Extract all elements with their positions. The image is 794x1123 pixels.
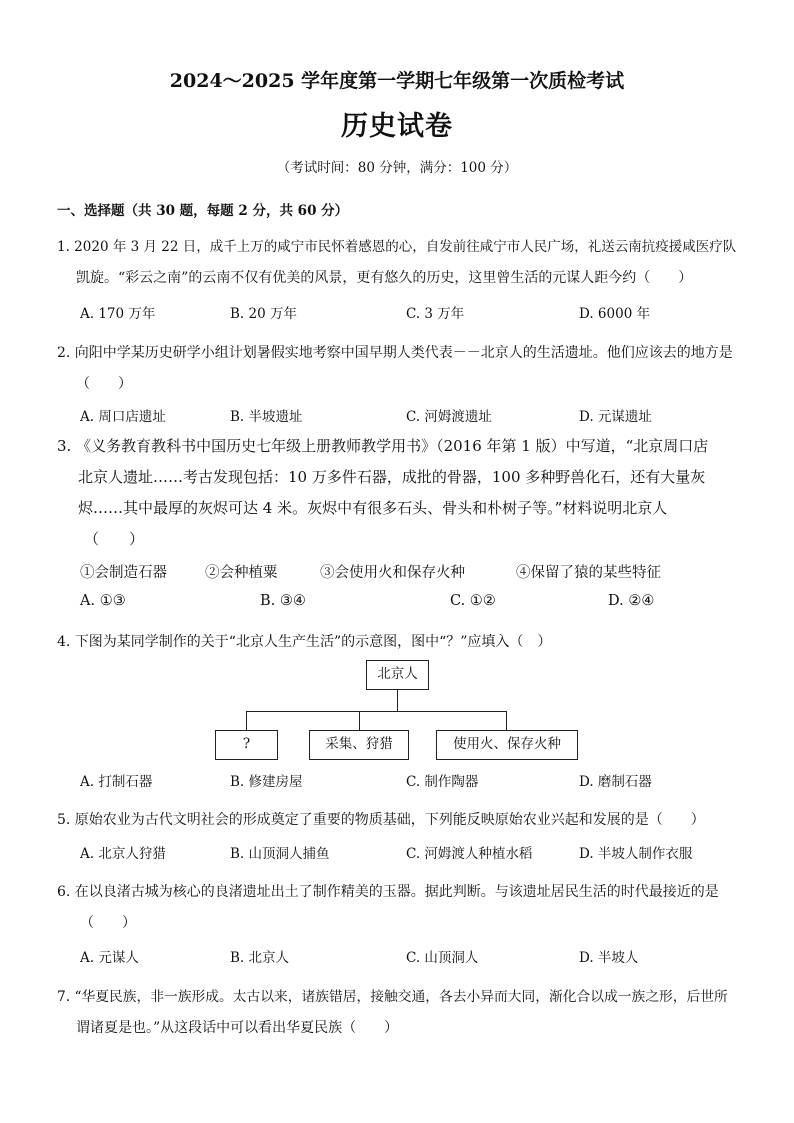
question-6-line-2: （ ） bbox=[80, 915, 136, 931]
question-1-line-1: 1. 2020 年 3 月 22 日，成千上万的咸宁市民怀着感恩的心，自发前往咸宁市人民广场，礼送云南抗疫援咸医疗队 bbox=[57, 239, 737, 255]
question-3-line-2: 北京人遗址……考古发现包括：10 万多件石器，成批的骨器，100 多种野兽化石，还有大量灰 bbox=[78, 468, 706, 486]
q5-option-d: D. 半坡人制作衣服 bbox=[579, 846, 693, 862]
q3-statement-1: ①会制造石器 bbox=[80, 565, 167, 581]
q3-option-c: C. ①② bbox=[450, 593, 496, 609]
q1-option-a: A. 170 万年 bbox=[80, 306, 156, 322]
diagram-fire-box: 使用火、保存火种 bbox=[436, 730, 578, 760]
q5-option-c: C. 河姆渡人种植水稻 bbox=[406, 846, 533, 862]
q4-option-d: D. 磨制石器 bbox=[579, 774, 652, 790]
diagram-connector-vertical bbox=[397, 689, 398, 711]
q5-option-a: A. 北京人狩猎 bbox=[80, 846, 166, 862]
q4-option-a: A. 打制石器 bbox=[80, 774, 153, 790]
q3-option-a: A. ①③ bbox=[80, 593, 126, 609]
exam-title: 2024～2025 学年度第一学期七年级第一次质检考试 bbox=[169, 70, 625, 92]
question-7-line-1: 7. “华夏民族，非一族形成。太古以来，诸族错居，接触交通，各去小异而大同，渐化合以成一族之形，后世所 bbox=[57, 989, 728, 1005]
q6-option-a: A. 元谋人 bbox=[80, 950, 139, 966]
diagram-connector-left bbox=[246, 711, 247, 730]
question-3-line-3: 烬……其中最厚的灰烬可达 4 米。灰烬中有很多石头、骨头和朴树子等。”材料说明北京人 bbox=[78, 499, 668, 517]
q1-option-d: D. 6000 年 bbox=[579, 306, 651, 322]
question-7-line-2: 谓诸夏是也。”从这段话中可以看出华夏民族（ ） bbox=[76, 1020, 399, 1036]
question-2-line-1: 2. 向阳中学某历史研学小组计划暑假实地考察中国早期人类代表－－北京人的生活遗址。他们应该去的地方是 bbox=[57, 345, 733, 361]
q2-option-a: A. 周口店遗址 bbox=[80, 409, 166, 425]
question-6-line-1: 6. 在以良渚古城为核心的良渚遗址出土了制作精美的玉器。据此判断。与该遗址居民生活的时代最接近的是 bbox=[57, 884, 719, 900]
diagram-root-box: 北京人 bbox=[366, 660, 429, 690]
question-3-line-4: （ ） bbox=[84, 530, 145, 548]
q3-statement-2: ②会种植粟 bbox=[205, 565, 278, 581]
question-2-line-2: （ ） bbox=[76, 376, 132, 392]
exam-info: （考试时间：80 分钟，满分：100 分） bbox=[276, 160, 518, 176]
q4-option-b: B. 修建房屋 bbox=[230, 774, 303, 790]
q2-option-d: D. 元谋遗址 bbox=[579, 409, 652, 425]
q3-statement-4: ④保留了猿的某些特征 bbox=[516, 565, 661, 581]
q6-option-d: D. 半坡人 bbox=[579, 950, 639, 966]
question-5-line-1: 5. 原始农业为古代文明社会的形成奠定了重要的物质基础，下列能反映原始农业兴起和发展的是（ ） bbox=[57, 812, 705, 828]
diagram-unknown-box: ? bbox=[215, 730, 278, 760]
q4-option-c: C. 制作陶器 bbox=[406, 774, 479, 790]
question-1-line-2: 凯旋。“彩云之南”的云南不仅有优美的风景，更有悠久的历史，这里曾生活的元谋人距今约（ ） bbox=[76, 270, 693, 286]
q3-option-b: B. ③④ bbox=[260, 593, 306, 609]
subject-title: 历史试卷 bbox=[341, 111, 453, 142]
q5-option-b: B. 山顶洞人捕鱼 bbox=[230, 846, 330, 862]
q6-option-b: B. 北京人 bbox=[230, 950, 290, 966]
diagram-gathering-box: 采集、狩猎 bbox=[309, 730, 409, 760]
diagram-connector-middle bbox=[359, 711, 360, 730]
diagram-connector-right bbox=[506, 711, 507, 730]
q3-statement-3: ③会使用火和保存火种 bbox=[320, 565, 465, 581]
q3-option-d: D. ②④ bbox=[608, 593, 655, 609]
q2-option-c: C. 河姆渡遗址 bbox=[406, 409, 492, 425]
diagram-connector-horizontal bbox=[246, 711, 506, 712]
q1-option-b: B. 20 万年 bbox=[230, 306, 297, 322]
question-3-line-1: 3. 《义务教育教科书中国历史七年级上册教师教学用书》（2016 年第 1 版）中写道，“北京周口店 bbox=[57, 437, 709, 455]
question-4-line-1: 4. 下图为某同学制作的关于“北京人生产生活”的示意图，图中“？”应填入（ ） bbox=[57, 634, 552, 650]
q6-option-c: C. 山顶洞人 bbox=[406, 950, 479, 966]
q2-option-b: B. 半坡遗址 bbox=[230, 409, 303, 425]
section-title: 一、选择题（共 30 题，每题 2 分，共 60 分） bbox=[57, 203, 349, 219]
q1-option-c: C. 3 万年 bbox=[406, 306, 465, 322]
